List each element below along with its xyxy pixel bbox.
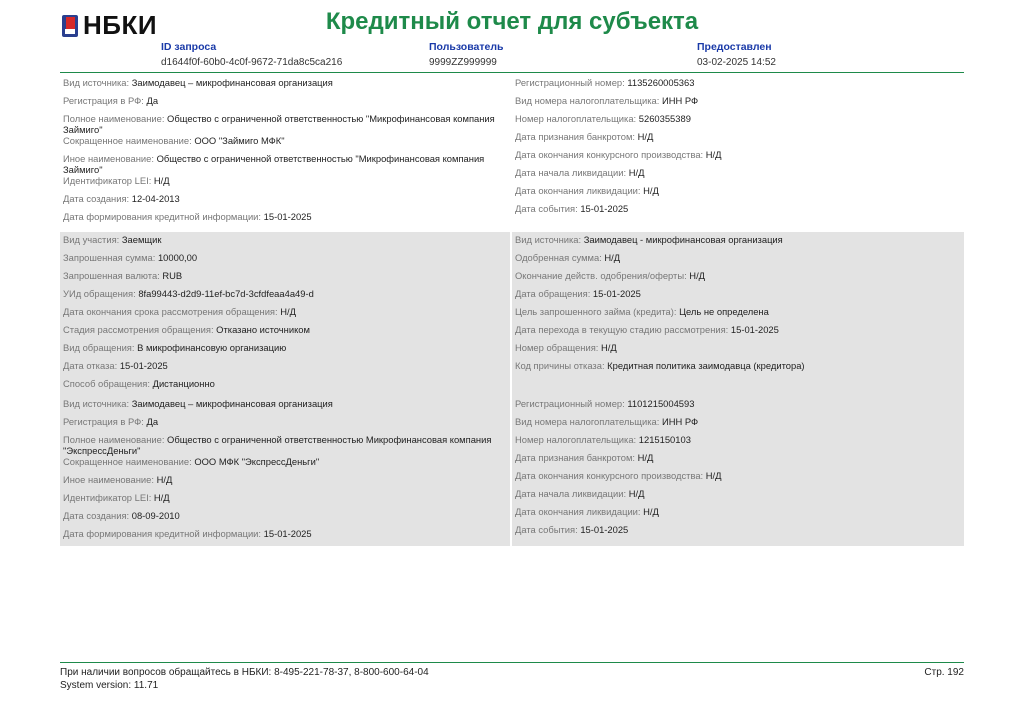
section-3-left-column: [60, 396, 512, 546]
user-label: Пользователь: [429, 41, 504, 53]
field-row: [515, 270, 961, 288]
field-value: Заимодавец – микрофинансовая организация: [131, 77, 333, 88]
field-value: Н/Д: [643, 506, 659, 517]
field-row: [63, 474, 507, 492]
field-value: Заимодавец – микрофинансовая организация: [131, 398, 333, 409]
field-row: [63, 95, 509, 113]
field-label: Запрошенная сумма:: [63, 252, 156, 263]
field-row: [515, 234, 961, 252]
provided-value: 03-02-2025 14:52: [697, 57, 776, 68]
field-row: [515, 324, 961, 342]
field-value: Общество с ограниченной ответственностью "Микрофинансовая компания Займиго": [63, 113, 495, 135]
field-value: Да: [146, 95, 159, 106]
field-value: Н/Д: [153, 175, 170, 186]
field-value: 10000,00: [157, 252, 198, 263]
field-row: [63, 77, 509, 95]
field-value: 12-04-2013: [131, 193, 180, 204]
field-value: ИНН РФ: [661, 95, 699, 106]
field-row: [63, 270, 507, 288]
info-section-1: [60, 75, 964, 229]
page-number: Стр. 192: [924, 667, 964, 678]
field-label: Дата окончания конкурсного производства:: [515, 470, 704, 481]
field-label: Дата события:: [515, 524, 578, 535]
field-value: Н/Д: [604, 252, 621, 263]
field-row: [63, 342, 507, 360]
field-row: [63, 398, 507, 416]
field-value: Цель не определена: [679, 306, 769, 317]
field-row: [515, 185, 961, 203]
field-label: Дата обращения:: [515, 288, 591, 299]
field-label: Регистрация в РФ:: [63, 95, 144, 106]
request-id-label: ID запроса: [161, 41, 217, 53]
field-value: В микрофинансовую организацию: [137, 342, 287, 353]
field-value: Н/Д: [280, 306, 296, 317]
field-row: [63, 234, 507, 252]
field-label: Дата начала ликвидации:: [515, 488, 627, 499]
field-value: 8fa99443-d2d9-11ef-bc7d-3cfdfeaa4a49-d: [138, 288, 314, 299]
field-row: [515, 167, 961, 185]
section-1-left-column: [60, 75, 512, 229]
field-value: 15-01-2025: [580, 203, 629, 214]
field-value: Н/Д: [643, 185, 659, 196]
field-row: [515, 288, 961, 306]
field-value: 5260355389: [638, 113, 691, 124]
field-value: Н/Д: [628, 488, 645, 499]
field-row: [515, 398, 961, 416]
field-value: Н/Д: [156, 474, 173, 485]
section-1-right-column: [512, 75, 964, 229]
user-block: [429, 41, 503, 68]
field-label: Дата создания:: [63, 193, 130, 204]
field-row: [515, 488, 961, 506]
field-row: [63, 288, 507, 306]
field-row: [515, 131, 961, 149]
section-3-right-column: [512, 396, 964, 546]
field-value: Общество с ограниченной ответственностью "Микрофинансовая компания Займиго": [63, 153, 485, 175]
field-row: [515, 113, 961, 131]
field-value: Н/Д: [153, 492, 170, 503]
field-value: Общество с ограниченной ответственностью Микрофинансовая компания "ЭкспрессДеньги": [63, 434, 492, 456]
field-value: Заимодавец - микрофинансовая организация: [583, 234, 783, 245]
field-row: [515, 95, 961, 113]
field-value: ООО "Займиго МФК": [194, 135, 285, 146]
field-label: Дата формирования кредитной информации:: [63, 528, 262, 539]
footer: [60, 667, 964, 691]
field-label: Дата создания:: [63, 510, 130, 521]
provided-block: [697, 41, 776, 68]
field-label: Дата начала ликвидации:: [515, 167, 627, 178]
field-row: [515, 506, 961, 524]
field-value: 15-01-2025: [119, 360, 168, 371]
field-label: Полное наименование:: [63, 434, 165, 445]
field-label: Идентификатор LEI:: [63, 175, 152, 186]
field-value: Да: [146, 416, 159, 427]
field-row: [515, 77, 961, 95]
field-row: [63, 416, 507, 434]
field-label: Запрошенная валюта:: [63, 270, 160, 281]
field-value: 1215150103: [638, 434, 691, 445]
field-value: Н/Д: [637, 452, 654, 463]
field-row: [63, 252, 507, 270]
field-label: Дата формирования кредитной информации:: [63, 211, 262, 222]
field-label: Дата события:: [515, 203, 578, 214]
field-label: Номер налогоплательщика:: [515, 113, 637, 124]
field-row: [515, 452, 961, 470]
field-value: 15-01-2025: [263, 528, 312, 539]
field-label: Регистрационный номер:: [515, 398, 625, 409]
field-value: 15-01-2025: [592, 288, 641, 299]
field-label: Способ обращения:: [63, 378, 150, 389]
info-section-2: [60, 232, 964, 396]
field-label: Дата окончания ликвидации:: [515, 185, 641, 196]
field-row: [515, 524, 961, 542]
field-label: Полное наименование:: [63, 113, 165, 124]
field-value: ООО МФК "ЭкспрессДеньги": [194, 456, 320, 467]
field-value: Н/Д: [628, 167, 645, 178]
field-value: Н/Д: [705, 470, 722, 481]
field-value: Дистанционно: [152, 378, 215, 389]
field-label: Вид номера налогоплательщика:: [515, 95, 660, 106]
field-label: Окончание действ. одобрения/оферты:: [515, 270, 687, 281]
user-value: 9999ZZ999999: [429, 57, 497, 68]
field-label: УИд обращения:: [63, 288, 136, 299]
field-value: Н/Д: [689, 270, 706, 281]
footer-contact: При наличии вопросов обращайтесь в НБКИ: 8-495-221-78-37, 8-800-600-64-04: [60, 667, 429, 678]
field-row: [63, 434, 507, 456]
field-row: [515, 149, 961, 167]
field-label: Дата признания банкротом:: [515, 452, 635, 463]
section-2-right-column: [512, 232, 964, 396]
field-row: [515, 360, 961, 378]
field-label: Номер налогоплательщика:: [515, 434, 637, 445]
footer-system-version: System version: 11.71: [60, 680, 159, 691]
field-value: 1135260005363: [627, 77, 695, 88]
page-title: Кредитный отчет для субъекта: [325, 8, 699, 35]
field-row: [515, 416, 961, 434]
field-label: Стадия рассмотрения обращения:: [63, 324, 214, 335]
field-label: Дата окончания срока рассмотрения обращения:: [63, 306, 278, 317]
field-label: Иное наименование:: [63, 474, 154, 485]
field-row: [63, 510, 507, 528]
logo-text: НБКИ: [83, 10, 158, 40]
field-label: Вид источника:: [63, 398, 130, 409]
field-row: [515, 203, 961, 221]
field-row: [63, 153, 509, 175]
field-label: Вид источника:: [515, 234, 582, 245]
field-label: Дата окончания ликвидации:: [515, 506, 641, 517]
field-value: Отказано источником: [216, 324, 310, 335]
field-label: Идентификатор LEI:: [63, 492, 152, 503]
field-label: Иное наименование:: [63, 153, 154, 164]
field-row: [515, 434, 961, 452]
field-row: [63, 135, 509, 153]
field-row: [63, 456, 507, 474]
field-label: Вид обращения:: [63, 342, 135, 353]
field-label: Дата отказа:: [63, 360, 118, 371]
field-value: ИНН РФ: [661, 416, 699, 427]
field-row: [63, 193, 509, 211]
field-label: Вид источника:: [63, 77, 130, 88]
field-label: Вид участия:: [63, 234, 120, 245]
field-label: Дата окончания конкурсного производства:: [515, 149, 704, 160]
field-row: [515, 470, 961, 488]
request-id-block: [161, 41, 342, 68]
field-value: Н/Д: [601, 342, 617, 353]
field-label: Регистрационный номер:: [515, 77, 625, 88]
field-row: [63, 324, 507, 342]
field-label: Дата признания банкротом:: [515, 131, 635, 142]
field-value: 15-01-2025: [730, 324, 779, 335]
header-divider: [60, 72, 964, 73]
field-row: [63, 528, 507, 546]
field-label: Цель запрошенного займа (кредита):: [515, 306, 677, 317]
field-row: [515, 342, 961, 360]
field-row: [63, 306, 507, 324]
field-value: 08-09-2010: [131, 510, 180, 521]
field-label: Дата перехода в текущую стадию рассмотрения:: [515, 324, 729, 335]
field-value: 1101215004593: [627, 398, 695, 409]
field-value: Н/Д: [637, 131, 654, 142]
field-row: [63, 378, 507, 396]
field-row: [63, 360, 507, 378]
field-value: 15-01-2025: [580, 524, 629, 535]
field-value: Заемщик: [121, 234, 162, 245]
field-label: Сокращенное наименование:: [63, 456, 192, 467]
field-row: [515, 306, 961, 324]
field-label: Одобренная сумма:: [515, 252, 602, 263]
field-label: Сокращенное наименование:: [63, 135, 192, 146]
field-row: [63, 492, 507, 510]
request-id-value: d1644f0f-60b0-4c0f-9672-71da8c5ca216: [161, 57, 343, 68]
info-section-3: [60, 396, 964, 546]
field-row: [515, 252, 961, 270]
field-row: [63, 113, 509, 135]
section-2-left-column: [60, 232, 512, 396]
field-value: Н/Д: [705, 149, 722, 160]
field-row: [63, 175, 509, 193]
field-label: Вид номера налогоплательщика:: [515, 416, 660, 427]
field-row: [63, 211, 509, 229]
footer-divider: [60, 662, 964, 663]
field-value: RUB: [162, 270, 183, 281]
field-label: Регистрация в РФ:: [63, 416, 144, 427]
field-value: Кредитная политика заимодавца (кредитора): [607, 360, 805, 371]
provided-label: Предоставлен: [697, 41, 772, 53]
field-value: 15-01-2025: [263, 211, 312, 222]
field-label: Номер обращения:: [515, 342, 599, 353]
field-label: Код причины отказа:: [515, 360, 605, 371]
